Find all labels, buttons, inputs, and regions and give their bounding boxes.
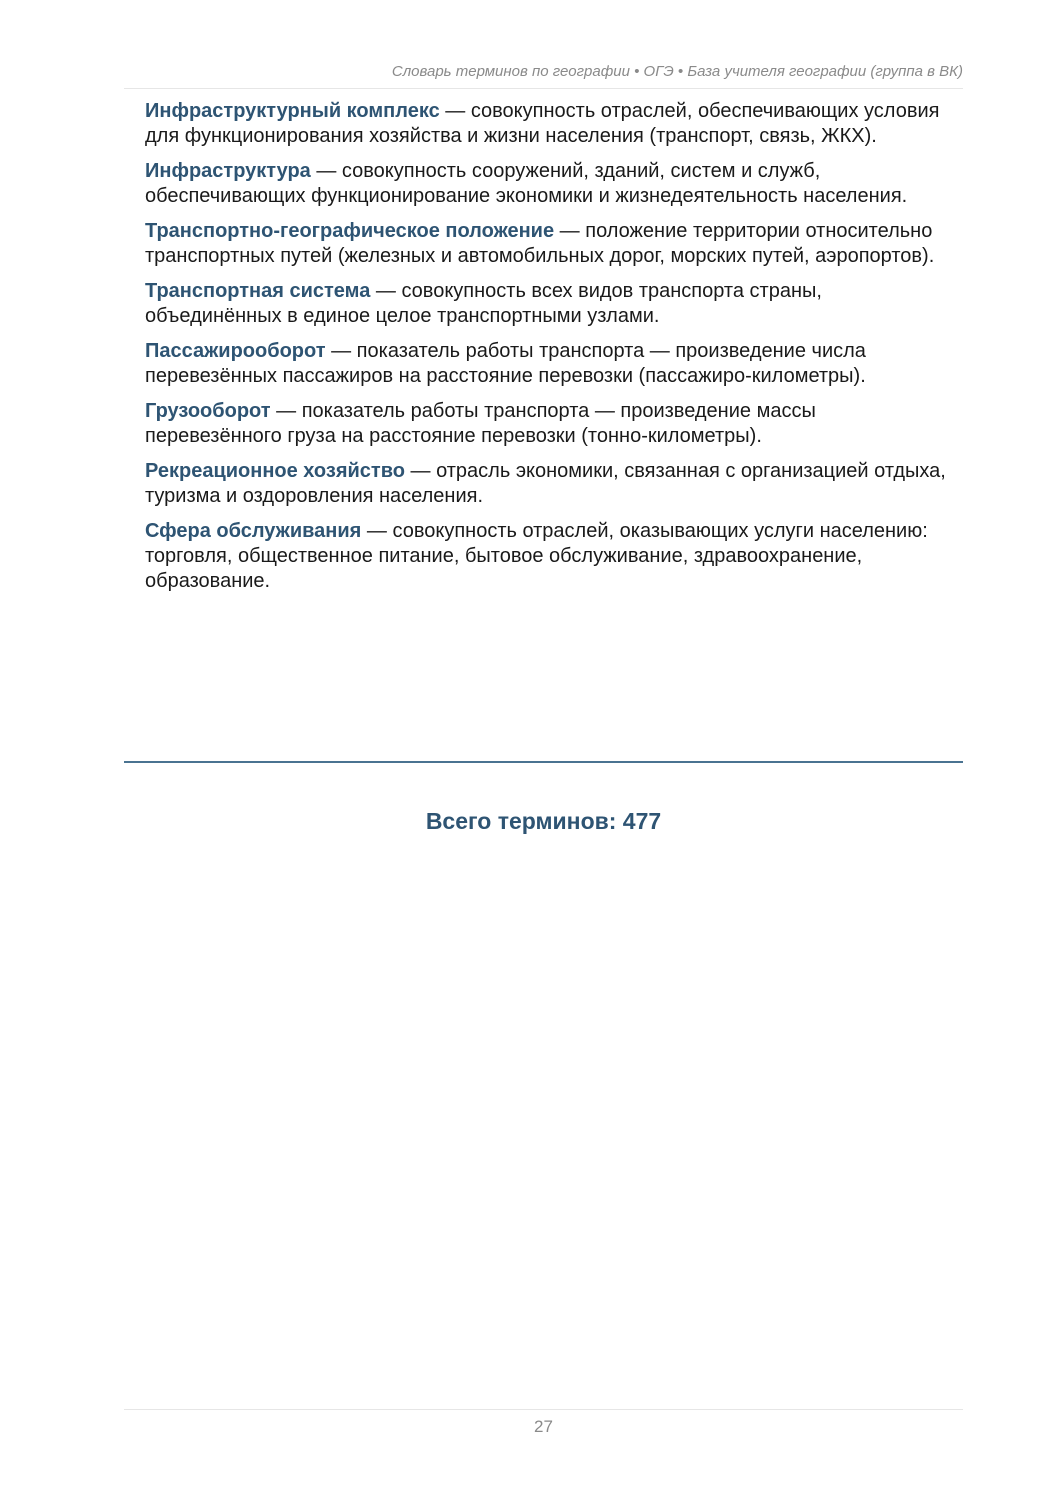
term-separator: — [325, 340, 357, 362]
glossary-definition: показатель работы транспорта — произведение массы перевезённого груза на расстояние перевозки (тонно-километры). [145, 400, 816, 447]
footer-divider [124, 1409, 963, 1410]
glossary-term: Сфера обслуживания [145, 520, 362, 542]
total-terms-count: Всего терминов: 477 [425, 808, 662, 834]
glossary-definition: совокупность отраслей, обеспечивающих условия для функционирования хозяйства и жизни населения (транспорт, связь, ЖКХ). [145, 100, 940, 147]
running-header: Словарь терминов по географии • ОГЭ • База учителя географии (группа в ВК) [391, 63, 963, 80]
glossary-list [145, 99, 957, 604]
glossary-entry [145, 519, 957, 594]
section-divider [124, 761, 963, 763]
glossary-entry [145, 339, 957, 389]
term-separator: — [310, 160, 342, 182]
glossary-term: Транспортно-географическое положение [145, 220, 555, 242]
term-separator: — [554, 220, 586, 242]
glossary-term: Инфраструктура [145, 160, 311, 182]
page-number: 27 [534, 1417, 553, 1436]
glossary-entry [145, 399, 957, 449]
glossary-entry [145, 219, 957, 269]
term-separator: — [439, 100, 471, 122]
glossary-entry [145, 279, 957, 329]
glossary-definition: показатель работы транспорта — произведение числа перевезённых пассажиров на расстояние перевозки (пассажиро-километры). [145, 340, 866, 387]
term-separator: — [361, 520, 393, 542]
header-divider [124, 88, 963, 89]
glossary-definition: совокупность всех видов транспорта страны, объединённых в единое целое транспортными узлами. [145, 280, 822, 327]
glossary-term: Пассажирооборот [145, 340, 326, 362]
glossary-term: Грузооборот [145, 400, 271, 422]
glossary-definition: отрасль экономики, связанная с организацией отдыха, туризма и оздоровления населения. [145, 460, 946, 507]
term-separator: — [270, 400, 302, 422]
glossary-definition: положение территории относительно транспортных путей (железных и автомобильных дорог, морских путей, аэропортов). [145, 220, 935, 267]
glossary-entry [145, 459, 957, 509]
glossary-term: Рекреационное хозяйство [145, 460, 405, 482]
glossary-entry [145, 99, 957, 149]
glossary-term: Инфраструктурный комплекс [145, 100, 440, 122]
glossary-term: Транспортная система [145, 280, 371, 302]
term-separator: — [370, 280, 402, 302]
glossary-entry [145, 159, 957, 209]
term-separator: — [404, 460, 437, 482]
glossary-definition: совокупность сооружений, зданий, систем и служб, обеспечивающих функционирование экономики и жизнедеятельность населения. [145, 160, 908, 207]
glossary-definition: совокупность отраслей, оказывающих услуги населению: торговля, общественное питание, бытовое обслуживание, здравоохранение, образование. [145, 520, 928, 592]
